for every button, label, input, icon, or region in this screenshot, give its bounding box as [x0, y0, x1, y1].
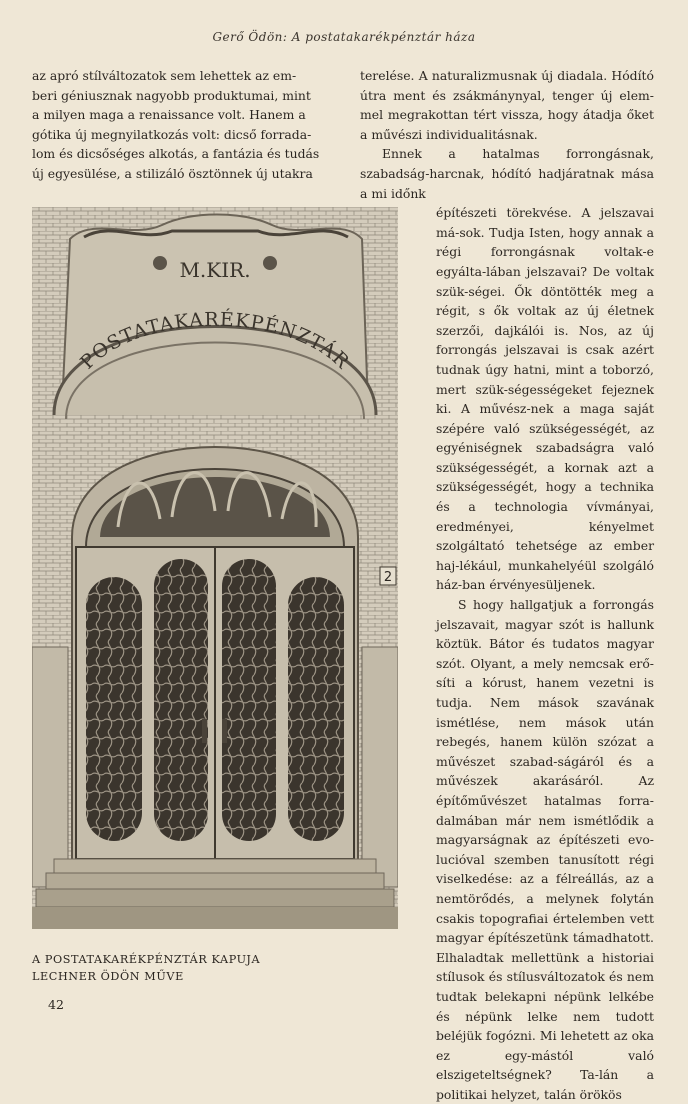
text-line: új egyesülése, a stilizáló ösztönnek új utakra: [32, 165, 313, 181]
left-column-text: [32, 66, 334, 184]
right-column-text: [360, 66, 654, 1104]
page-number: 42: [48, 997, 64, 1012]
sign-text-postatakarekpenztar: POSTATAKARÉKPÉNZTÁR: [76, 308, 354, 374]
caption-line: A POSTATAKARÉKPÉNZTÁR KAPUJA: [32, 953, 261, 966]
text-line: a milyen maga a renaissance volt. Hanem a: [32, 107, 306, 123]
text-line: beri géniusznak nagyobb produktumai, mint: [32, 87, 311, 103]
gate-photograph: [32, 207, 398, 929]
figure-caption: [32, 951, 342, 985]
sign-text-mkir: M.KIR.: [179, 258, 251, 282]
paragraph: S hogy hallgatjuk a forrongás jelszavait, magyar szót is hallunk köztük. Bátor és tudatos magyar szót. Olyant, a mely nemcsak erő-síti a kórust, hanem vezetni is tudja. Nem mások szavának ismétlése, nem mások után rebegés, hanem külön szózat a művészet szabad-ságáról és a művészek akarásáról. Az építőművészet hatalmas forra-dalmában már nem ismétlődik a magyarságnak az építészeti evo-lucióval szemben tanusított régi viselkedése: az a félreállás, az a nemtörődés, a melynek folytán csakis topografiai értelemben vett magyar építészetünk támadhatott. Elhaladtak mellettünk a historiai stílusok és stílusváltozatok és nem tudtak belekapni népünk lelkébe és népünk lelke nem tudott beléjük fogózni. Mi lehetett az oka ez egy-mástól való elszigeteltségnek? Ta-lán a politikai helyzet, talán örökös: [436, 597, 654, 1102]
paragraph: Ennek a hatalmas forrongásnak, szabadság-harcnak, hódító hadjáratnak mása a mi időnk: [360, 146, 654, 201]
running-head: Gerő Ödön: A postatakarékpénztár háza: [212, 30, 476, 44]
text-line: lom és dicsőséges alkotás, a fantázia és tudás: [32, 146, 320, 162]
house-number-plate: 2: [383, 570, 393, 585]
paragraph-continued: építészeti törekvése. A jelszavai má-sok. Tudja Isten, hogy annak a régi forrongásnak voltak-e egyálta-lában jelszavai? De voltak szük-ségei. Ők döntötték meg a régit, s ők voltak az új életnek szerzői, dajkálói is. Nos, az új forrongás jelszavai is csak azért tudnak úgy hatni, mint a toborzó, mert szük-ségességeket fejeznek ki. A művész-nek a maga saját szépére való szükségességét, az egyéniségnek szabadságra való szükségességét, a kornak azt a szükségességét, hogy a technika és a technologia vívmányai, eredményei, kényelmet szolgáltató tehetsége az ember haj-lékául, munkahelyéül szolgáló ház-ban érvényesüljenek.: [436, 205, 654, 593]
text-line: az apró stílváltozatok sem lehettek az em-: [32, 68, 297, 83]
paragraph: terelése. A naturalizmusnak új diadala. Hódító útra ment és zsákmánynyal, tenger új elem-mel megrakottan tért vissza, hogy átadja őket a művészi individualitásnak.: [360, 68, 654, 142]
caption-line: LECHNER ÖDÖN MŰVE: [32, 970, 184, 983]
text-line: gótika új megnyilatkozás volt: dicső forrada-: [32, 126, 312, 142]
